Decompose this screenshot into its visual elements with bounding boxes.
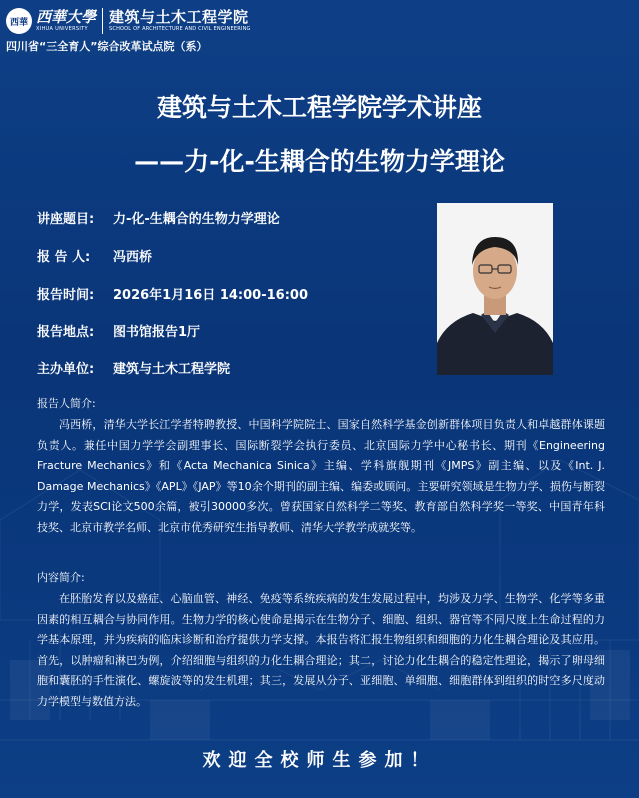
- info-row-time: [37, 284, 308, 303]
- info-label: 报告时间:: [37, 288, 95, 303]
- speaker-photo: [437, 203, 553, 375]
- info-value: 冯西桥: [113, 250, 153, 265]
- bio-text: 冯西桥，清华大学长江学者特聘教授、中国科学院院士、国家自然科学基金创新群体项目负责人和卓越群体课题负责人。兼任中国力学学会副理事长、国际断裂学会执行委员、北京国际力学中心秘书长、期刊《Engineering Fracture Mechanics》和《Acta Mechanica Sinica》主编、学科旗舰期刊《JMPS》副主编、以及《Int. J. Damage Mechanics》《APL》《JAP》等10余个期刊的副主编、编委或顾问。主要研究领域是生物力学、损伤与断裂力学，发表SCI论文500余篇，被引30000多次。曾获国家自然科学二等奖、教育部自然科学奖一等奖、中国青年科技奖、北京市教学名师、北京市优秀研究生指导教师、清华大学教学成就奖等。: [37, 418, 605, 534]
- pilot-unit-label: 四川省“三全育人”综合改革试点院（系）: [6, 40, 208, 53]
- university-name-en: XIHUA UNIVERSITY: [36, 26, 88, 32]
- info-row-speaker: [37, 246, 152, 265]
- abstract-heading: 内容简介:: [37, 571, 85, 584]
- college-name-cn: 建筑与土木工程学院: [109, 8, 249, 26]
- info-value: 力-化-生耦合的生物力学理论: [113, 212, 280, 227]
- college-name-en: SCHOOL OF ARCHITECTURE AND CIVIL ENGINEERING: [109, 26, 251, 32]
- info-value: 图书馆报告1厅: [113, 325, 201, 340]
- college-name: [109, 9, 251, 33]
- info-label: 报 告 人:: [37, 250, 91, 265]
- info-row-organizer: [37, 358, 230, 377]
- info-label: 主办单位:: [37, 362, 95, 377]
- header-divider: [102, 8, 103, 34]
- header: [6, 8, 251, 34]
- bio-heading: 报告人简介:: [37, 397, 96, 410]
- poster-subtitle: ——力-化-生耦合的生物力学理论: [134, 147, 505, 176]
- info-value: 建筑与土木工程学院: [113, 362, 231, 377]
- info-label: 讲座题目:: [37, 212, 95, 227]
- info-label: 报告地点:: [37, 325, 95, 340]
- university-logo-text: [36, 9, 96, 33]
- info-row-location: [37, 321, 200, 340]
- poster-title: 建筑与土木工程学院学术讲座: [156, 93, 482, 122]
- info-row-topic: [37, 208, 280, 227]
- info-value: 2026年1月16日 14:00-16:00: [113, 288, 309, 303]
- university-name-cn: 西華大學: [36, 8, 97, 26]
- welcome-footer: 欢迎全校师生参加！: [202, 750, 437, 771]
- speaker-portrait-icon: [437, 203, 553, 375]
- university-seal-logo: 西華: [6, 8, 32, 34]
- abstract-text: 在胚胎发育以及癌症、心脑血管、神经、免疫等系统疾病的发生发展过程中，均涉及力学、生物学、化学等多重因素的相互耦合与协同作用。生物力学的核心使命是揭示在生物分子、细胞、组织、器官等不同尺度上生命过程的力学基本原理，并为疾病的临床诊断和治疗提供力学支撑。本报告将汇报生物组织和细胞的力化生耦合理论及其应用。首先，以肿瘤和淋巴为例，介绍细胞与组织的力化生耦合理论；其二，讨论力化生耦合的稳定性理论，揭示了卵母细胞和囊胚的手性演化、螺旋波等的发生机理；其三，发展从分子、亚细胞、单细胞、细胞群体到组织的时空多尺度动力学模型与数值方法。: [37, 592, 605, 708]
